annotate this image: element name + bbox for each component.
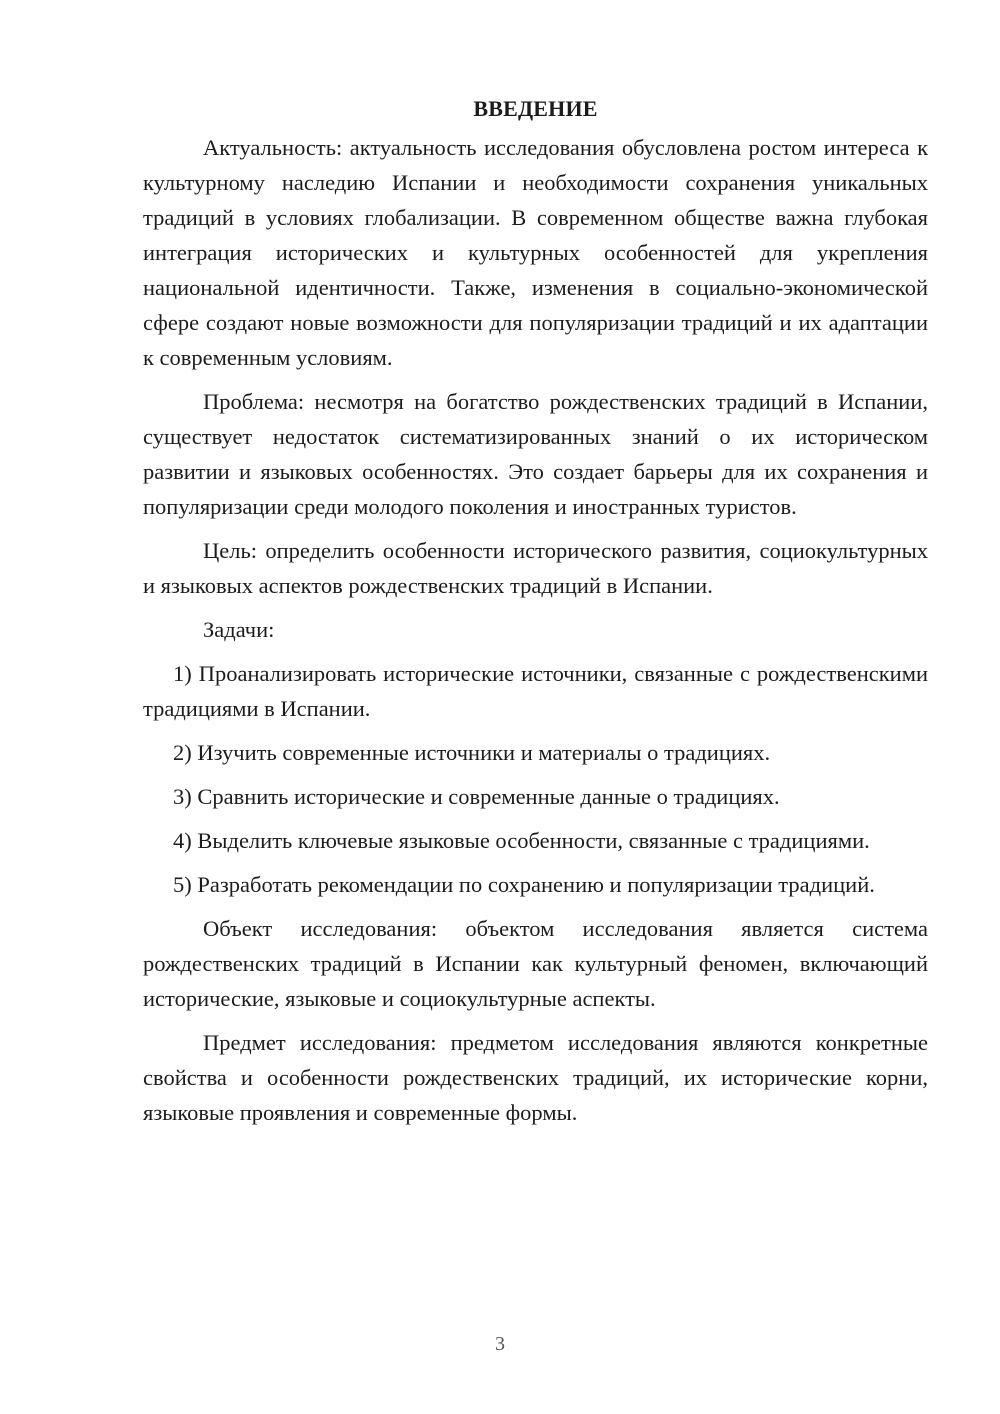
paragraph-object: Объект исследования: объектом исследования является система рождественских традиций в Испании как культурный феномен, включающий исторические, языковые и социокультурные аспекты.	[143, 916, 928, 1011]
paragraph-subject: Предмет исследования: предметом исследования являются конкретные свойства и особенности рождественских традиций, их исторические корни, языковые проявления и современные формы.	[143, 1030, 928, 1125]
tasks-heading: Задачи:	[203, 617, 275, 642]
task-item-4: 4) Выделить ключевые языковые особенности, связанные с традициями.	[173, 828, 870, 853]
task-item-3: 3) Сравнить исторические и современные данные о традициях.	[173, 784, 780, 809]
task-item-5: 5) Разработать рекомендации по сохранению и популяризации традиций.	[173, 872, 875, 897]
page-title: ВВЕДЕНИЕ	[473, 96, 598, 121]
task-item-1: 1) Проанализировать исторические источники, связанные с рождественскими традициями в Испании.	[143, 661, 928, 721]
task-item-2: 2) Изучить современные источники и материалы о традициях.	[173, 740, 771, 765]
page-number: 3	[495, 1333, 505, 1355]
paragraph-relevance: Актуальность: актуальность исследования обусловлена ростом интереса к культурному наследию Испании и необходимости сохранения уникальных традиций в условиях глобализации. В современном обществе важна глубокая интеграция исторических и культурных особенностей для укрепления национальной идентичности. Также, изменения в социально-экономической сфере создают новые возможности для популяризации традиций и их адаптации к современным условиям.	[143, 135, 928, 370]
document-page	[143, 94, 928, 1130]
paragraph-problem: Проблема: несмотря на богатство рождественских традиций в Испании, существует недостаток систематизированных знаний о их историческом развитии и языковых особенностях. Это создает барьеры для их сохранения и популяризации среди молодого поколения и иностранных туристов.	[143, 389, 928, 519]
paragraph-goal: Цель: определить особенности исторического развития, социокультурных и языковых аспектов рождественских традиций в Испании.	[143, 538, 928, 598]
